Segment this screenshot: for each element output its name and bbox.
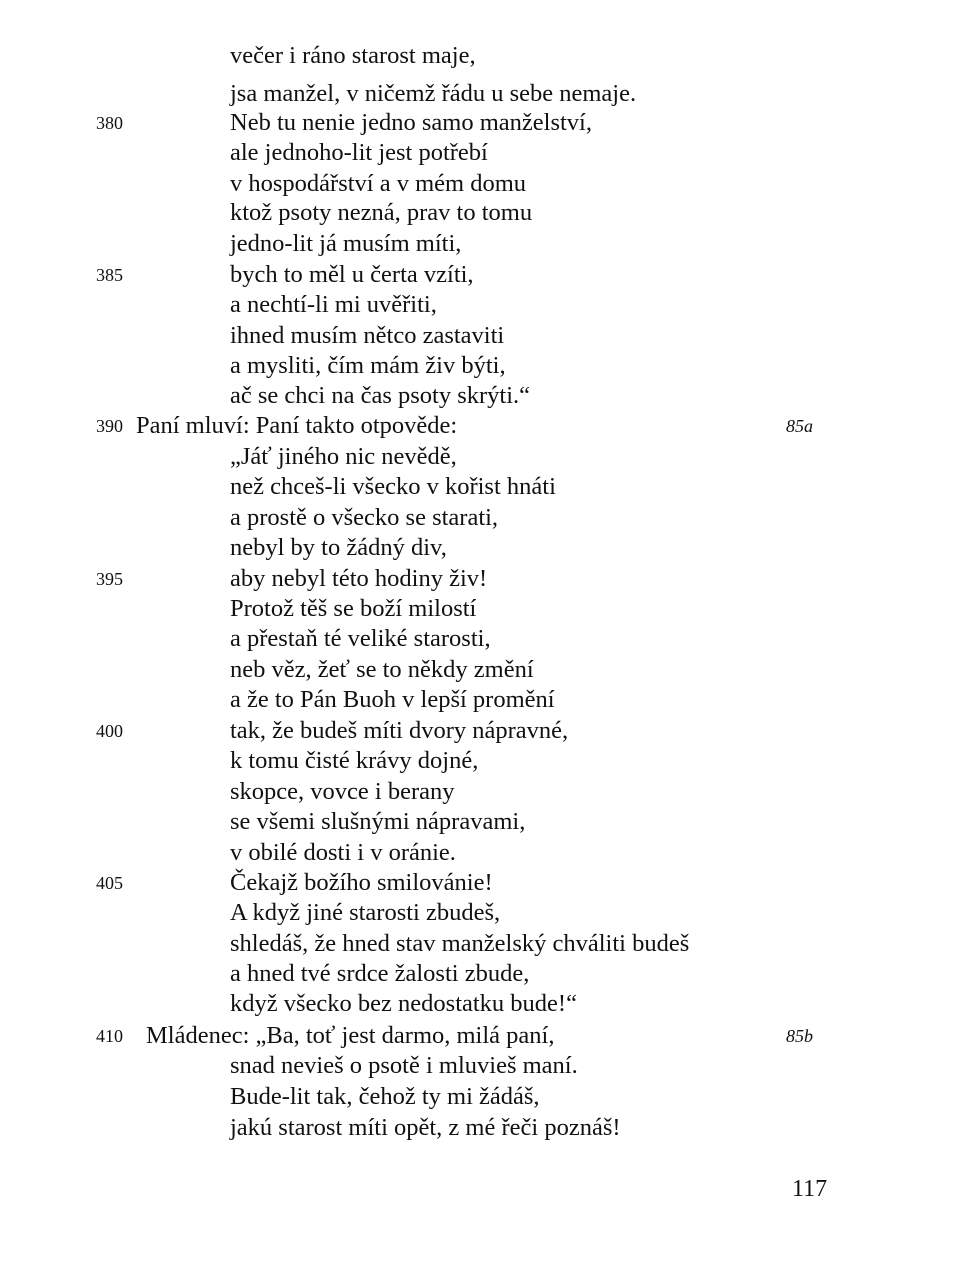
- verse-text: a prostě o všecko se starati,: [230, 504, 499, 531]
- verse-line: [0, 838, 960, 868]
- verse-line: [0, 1051, 960, 1081]
- verse-line: [0, 260, 960, 290]
- verse-line: [0, 898, 960, 928]
- verse-text: Protož těš se boží milostí: [230, 595, 477, 622]
- verse-text: ihned musím nětco zastaviti: [230, 322, 505, 349]
- line-number: 380: [96, 113, 123, 133]
- verse-line: [0, 1113, 960, 1143]
- verse-line: [0, 169, 960, 199]
- verse-text: Mládenec: „Ba, toť jest darmo, milá paní,: [146, 1022, 555, 1049]
- verse-text: než chceš-li všecko v kořist hnáti: [230, 473, 556, 500]
- line-number: 390: [96, 416, 123, 436]
- verse-line: [0, 655, 960, 685]
- verse-line: [0, 138, 960, 168]
- verse-line: [0, 1082, 960, 1112]
- verse-line: [0, 290, 960, 320]
- line-number: 385: [96, 265, 123, 285]
- verse-text: A když jiné starosti zbudeš,: [230, 899, 501, 926]
- verse-line: [0, 472, 960, 502]
- verse-text: neb věz, žeť se to někdy změní: [230, 656, 534, 683]
- verse-line: [0, 442, 960, 472]
- verse-text: tak, že budeš míti dvory nápravné,: [230, 717, 569, 744]
- verse-line: [0, 1021, 960, 1051]
- verse-text: a hned tvé srdce žalosti zbude,: [230, 960, 530, 987]
- line-number: 410: [96, 1026, 123, 1046]
- verse-text: a nechtí-li mi uvěřiti,: [230, 291, 437, 318]
- line-number: 405: [96, 873, 123, 893]
- verse-text: Bude-lit tak, čehož ty mi žádáš,: [230, 1083, 540, 1110]
- verse-text: večer i ráno starost maje,: [230, 42, 476, 69]
- verse-line: [0, 503, 960, 533]
- verse-line: [0, 716, 960, 746]
- verse-line: [0, 746, 960, 776]
- verse-line: [0, 807, 960, 837]
- verse-text: v hospodářství a v mém domu: [230, 170, 527, 197]
- verse-line: [0, 411, 960, 441]
- verse-text: Čekajž božího smilovánie!: [230, 869, 493, 896]
- verse-line: [0, 108, 960, 138]
- verse-text: skopce, vovce i berany: [230, 778, 455, 805]
- verse-line: [0, 564, 960, 594]
- verse-line: [0, 868, 960, 898]
- verse-line: [0, 989, 960, 1019]
- folio-marker: 85a: [786, 416, 813, 436]
- folio-marker: 85b: [786, 1026, 813, 1046]
- verse-line: [0, 351, 960, 381]
- verse-line: [0, 959, 960, 989]
- verse-line: [0, 229, 960, 259]
- verse-text: jedno-lit já musím míti,: [230, 230, 462, 257]
- verse-text: se všemi slušnými nápravami,: [230, 808, 526, 835]
- verse-text: snad nevieš o psotě i mluvieš maní.: [230, 1052, 578, 1079]
- verse-text: jakú starost míti opět, z mé řeči poznáš!: [230, 1114, 621, 1141]
- verse-text: a přestaň té veliké starosti,: [230, 625, 491, 652]
- verse-text: a že to Pán Buoh v lepší promění: [230, 686, 555, 713]
- verse-text: ač se chci na čas psoty skrýti.“: [230, 382, 531, 409]
- verse-text: jsa manžel, v ničemž řádu u sebe nemaje.: [230, 80, 637, 107]
- verse-text: ktož psoty nezná, prav to tomu: [230, 199, 533, 226]
- verse-text: v obilé dosti i v oránie.: [230, 839, 456, 866]
- verse-line: [0, 777, 960, 807]
- verse-line: [0, 198, 960, 228]
- verse-line: [0, 624, 960, 654]
- verse-line: [0, 594, 960, 624]
- verse-text: Neb tu nenie jedno samo manželství,: [230, 109, 592, 136]
- verse-text: k tomu čisté krávy dojné,: [230, 747, 479, 774]
- verse-text: když všecko bez nedostatku bude!“: [230, 990, 577, 1017]
- page-number: 117: [792, 1176, 828, 1202]
- verse-text: Paní mluví: Paní takto otpověde:: [136, 412, 458, 439]
- verse-text: a mysliti, čím mám živ býti,: [230, 352, 506, 379]
- line-number: 395: [96, 569, 123, 589]
- verse-text: shledáš, že hned stav manželský chváliti budeš: [230, 930, 690, 957]
- verse-line: [0, 41, 960, 71]
- verse-line: [0, 381, 960, 411]
- verse-line: [0, 929, 960, 959]
- line-number: 400: [96, 721, 123, 741]
- verse-line: [0, 79, 960, 109]
- verse-line: [0, 321, 960, 351]
- verse-text: ale jednoho-lit jest potřebí: [230, 139, 488, 166]
- verse-text: aby nebyl této hodiny živ!: [230, 565, 488, 592]
- verse-text: „Jáť jiného nic nevědě,: [230, 443, 457, 470]
- verse-line: [0, 685, 960, 715]
- verse-line: [0, 533, 960, 563]
- verse-text: bych to měl u čerta vzíti,: [230, 261, 474, 288]
- verse-text: nebyl by to žádný div,: [230, 534, 447, 561]
